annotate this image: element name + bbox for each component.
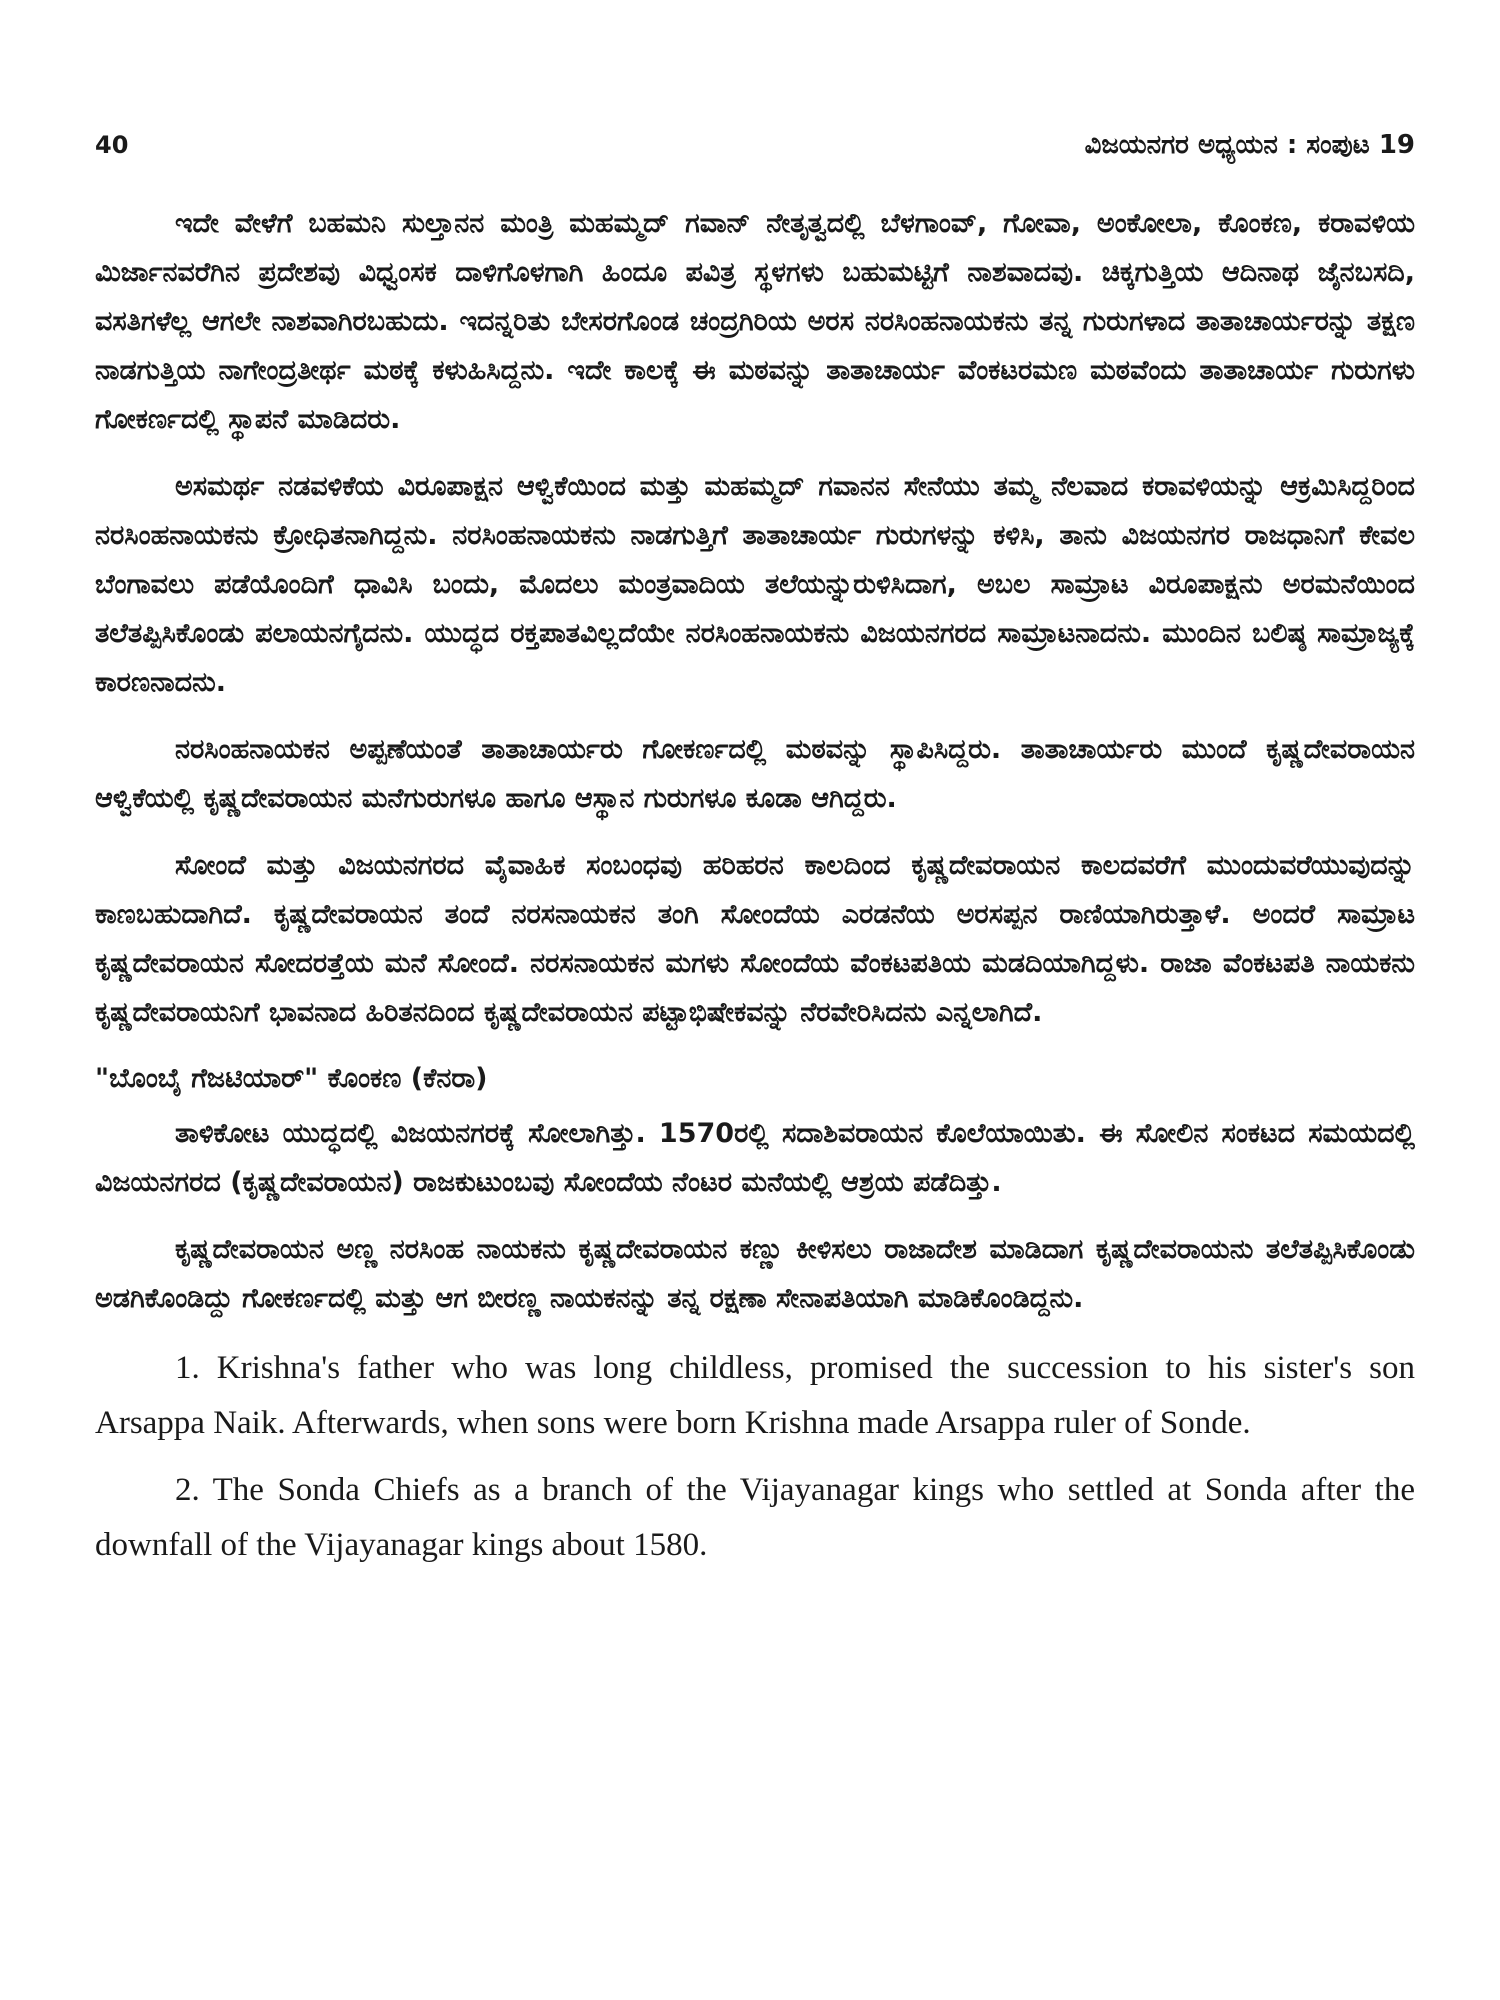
paragraph-1: ಇದೇ ವೇಳೆಗೆ ಬಹಮನಿ ಸುಲ್ತಾನನ ಮಂತ್ರಿ ಮಹಮ್ಮದ್ ಗವಾನ್ ನೇತೃತ್ವದಲ್ಲಿ ಬೆಳಗಾಂವ್, ಗೋವಾ, ಅಂಕೋಲಾ, ಕೊಂಕಣ, ಕರಾವಳಿಯ ಮಿರ್ಜಾನವರೆಗಿನ ಪ್ರದೇಶವು ವಿಧ್ವಂಸಕ ದಾಳಿಗೊಳಗಾಗಿ ಹಿಂದೂ ಪವಿತ್ರ ಸ್ಥಳಗಳು ಬಹುಮಟ್ಟಿಗೆ ನಾಶವಾದವು. ಚಿಕ್ಕಗುತ್ತಿಯ ಆದಿನಾಥ ಜೈನಬಸದಿ, ವಸತಿಗಳೆಲ್ಲ ಆಗಲೇ ನಾಶವಾಗಿರಬಹುದು. ಇದನ್ನರಿತು ಬೇಸರಗೊಂಡ ಚಂದ್ರಗಿರಿಯ ಅರಸ ನರಸಿಂಹನಾಯಕನು ತನ್ನ ಗುರುಗಳಾದ ತಾತಾಚಾರ್ಯರನ್ನು ತಕ್ಷಣ ನಾಡಗುತ್ತಿಯ ನಾಗೇಂದ್ರತೀರ್ಥ ಮಠಕ್ಕೆ ಕಳುಹಿಸಿದ್ದನು. ಇದೇ ಕಾಲಕ್ಕೆ ಈ ಮಠವನ್ನು ತಾತಾಚಾರ್ಯ ವೆಂಕಟರಮಣ ಮಠವೆಂದು ತಾತಾಚಾರ್ಯ ಗುರುಗಳು ಗೋಕರ್ಣದಲ್ಲಿ ಸ್ಥಾಪನೆ ಮಾಡಿದರು. — [95, 208, 1415, 435]
paragraph-3: ನರಸಿಂಹನಾಯಕನ ಅಪ್ಪಣೆಯಂತೆ ತಾತಾಚಾರ್ಯರು ಗೋಕರ್ಣದಲ್ಲಿ ಮಠವನ್ನು ಸ್ಥಾಪಿಸಿದ್ದರು. ತಾತಾಚಾರ್ಯರು ಮುಂದೆ ಕೃಷ್ಣದೇವರಾಯನ ಆಳ್ವಿಕೆಯಲ್ಲಿ ಕೃಷ್ಣದೇವರಾಯನ ಮನೆಗುರುಗಳೂ ಹಾಗೂ ಆಸ್ಥಾನ ಗುರುಗಳೂ ಕೂಡಾ ಆಗಿದ್ದರು. — [95, 734, 1415, 814]
running-title: ವಿಜಯನಗರ ಅಧ್ಯಯನ : ಸಂಪುಟ 19 — [1084, 130, 1415, 160]
paragraph-6: ಕೃಷ್ಣದೇವರಾಯನ ಅಣ್ಣ ನರಸಿಂಹ ನಾಯಕನು ಕೃಷ್ಣದೇವರಾಯನ ಕಣ್ಣು ಕೀಳಿಸಲು ರಾಜಾದೇಶ ಮಾಡಿದಾಗ ಕೃಷ್ಣದೇವರಾಯನು ತಲೆತಪ್ಪಿಸಿಕೊಂಡು ಅಡಗಿಕೊಂಡಿದ್ದು ಗೋಕರ್ಣದಲ್ಲಿ ಮತ್ತು ಆಗ ಬೀರಣ್ಣ ನಾಯಕನನ್ನು ತನ್ನ ರಕ್ಷಣಾ ಸೇನಾಪತಿಯಾಗಿ ಮಾಡಿಕೊಂಡಿದ್ದನು. — [95, 1234, 1415, 1314]
footnote-2: 2. The Sonda Chiefs as a branch of the Vijayanagar kings who settled at Sonda after the downfall of the Vijayanagar kings about 1580. — [95, 1472, 1415, 1563]
section-heading: "ಬೊಂಬೈ ಗೆಜಟಿಯಾರ್" ಕೊಂಕಣ (ಕೆನರಾ) — [95, 1063, 488, 1094]
paragraph-5: ತಾಳಿಕೋಟ ಯುದ್ಧದಲ್ಲಿ ವಿಜಯನಗರಕ್ಕೆ ಸೋಲಾಗಿತ್ತು. 1570ರಲ್ಲಿ ಸದಾಶಿವರಾಯನ ಕೊಲೆಯಾಯಿತು. ಈ ಸೋಲಿನ ಸಂಕಟದ ಸಮಯದಲ್ಲಿ ವಿಜಯನಗರದ (ಕೃಷ್ಣದೇವರಾಯನ) ರಾಜಕುಟುಂಬವು ಸೋಂದೆಯ ನೆಂಟರ ಮನೆಯಲ್ಲಿ ಆಶ್ರಯ ಪಡೆದಿತ್ತು. — [95, 1118, 1415, 1198]
page — [95, 130, 1415, 1970]
page-header — [95, 130, 1415, 161]
paragraph-4: ಸೋಂದೆ ಮತ್ತು ವಿಜಯನಗರದ ವೈವಾಹಿಕ ಸಂಬಂಧವು ಹರಿಹರನ ಕಾಲದಿಂದ ಕೃಷ್ಣದೇವರಾಯನ ಕಾಲದವರೆಗೆ ಮುಂದುವರೆಯುವುದನ್ನು ಕಾಣಬಹುದಾಗಿದೆ. ಕೃಷ್ಣದೇವರಾಯನ ತಂದೆ ನರಸನಾಯಕನ ತಂಗಿ ಸೋಂದೆಯ ಎರಡನೆಯ ಅರಸಪ್ಪನ ರಾಣಿಯಾಗಿರುತ್ತಾಳೆ. ಅಂದರೆ ಸಾಮ್ರಾಟ ಕೃಷ್ಣದೇವರಾಯನ ಸೋದರತ್ತೆಯ ಮನೆ ಸೋಂದೆ. ನರಸನಾಯಕನ ಮಗಳು ಸೋಂದೆಯ ವೆಂಕಟಪತಿಯ ಮಡದಿಯಾಗಿದ್ದಳು. ರಾಜಾ ವೆಂಕಟಪತಿ ನಾಯಕನು ಕೃಷ್ಣದೇವರಾಯನಿಗೆ ಭಾವನಾದ ಹಿರಿತನದಿಂದ ಕೃಷ್ಣದೇವರಾಯನ ಪಟ್ಟಾಭಿಷೇಕವನ್ನು ನೆರವೇರಿಸಿದನು ಎನ್ನಲಾಗಿದೆ. — [95, 850, 1415, 1028]
footnote-1: 1. Krishna's father who was long childless, promised the succession to his sister's son Arsappa Naik. Afterwards, when sons were born Krishna made Arsappa ruler of Sonde. — [95, 1350, 1415, 1441]
paragraph-2: ಅಸಮರ್ಥ ನಡವಳಿಕೆಯ ವಿರೂಪಾಕ್ಷನ ಆಳ್ವಿಕೆಯಿಂದ ಮತ್ತು ಮಹಮ್ಮದ್ ಗವಾನನ ಸೇನೆಯು ತಮ್ಮ ನೆಲವಾದ ಕರಾವಳಿಯನ್ನು ಆಕ್ರಮಿಸಿದ್ದರಿಂದ ನರಸಿಂಹನಾಯಕನು ಕ್ರೋಧಿತನಾಗಿದ್ದನು. ನರಸಿಂಹನಾಯಕನು ನಾಡಗುತ್ತಿಗೆ ತಾತಾಚಾರ್ಯ ಗುರುಗಳನ್ನು ಕಳಿಸಿ, ತಾನು ವಿಜಯನಗರ ರಾಜಧಾನಿಗೆ ಕೇವಲ ಬೆಂಗಾವಲು ಪಡೆಯೊಂದಿಗೆ ಧಾವಿಸಿ ಬಂದು, ಮೊದಲು ಮಂತ್ರವಾದಿಯ ತಲೆಯನ್ನುರುಳಿಸಿದಾಗ, ಅಬಲ ಸಾಮ್ರಾಟ ವಿರೂಪಾಕ್ಷನು ಅರಮನೆಯಿಂದ ತಲೆತಪ್ಪಿಸಿಕೊಂಡು ಪಲಾಯನಗೈದನು. ಯುದ್ಧದ ರಕ್ತಪಾತವಿಲ್ಲದೆಯೇ ನರಸಿಂಹನಾಯಕನು ವಿಜಯನಗರದ ಸಾಮ್ರಾಟನಾದನು. ಮುಂದಿನ ಬಲಿಷ್ಠ ಸಾಮ್ರಾಜ್ಯಕ್ಕೆ ಕಾರಣನಾದನು. — [95, 471, 1415, 698]
page-number: 40 — [95, 131, 129, 159]
